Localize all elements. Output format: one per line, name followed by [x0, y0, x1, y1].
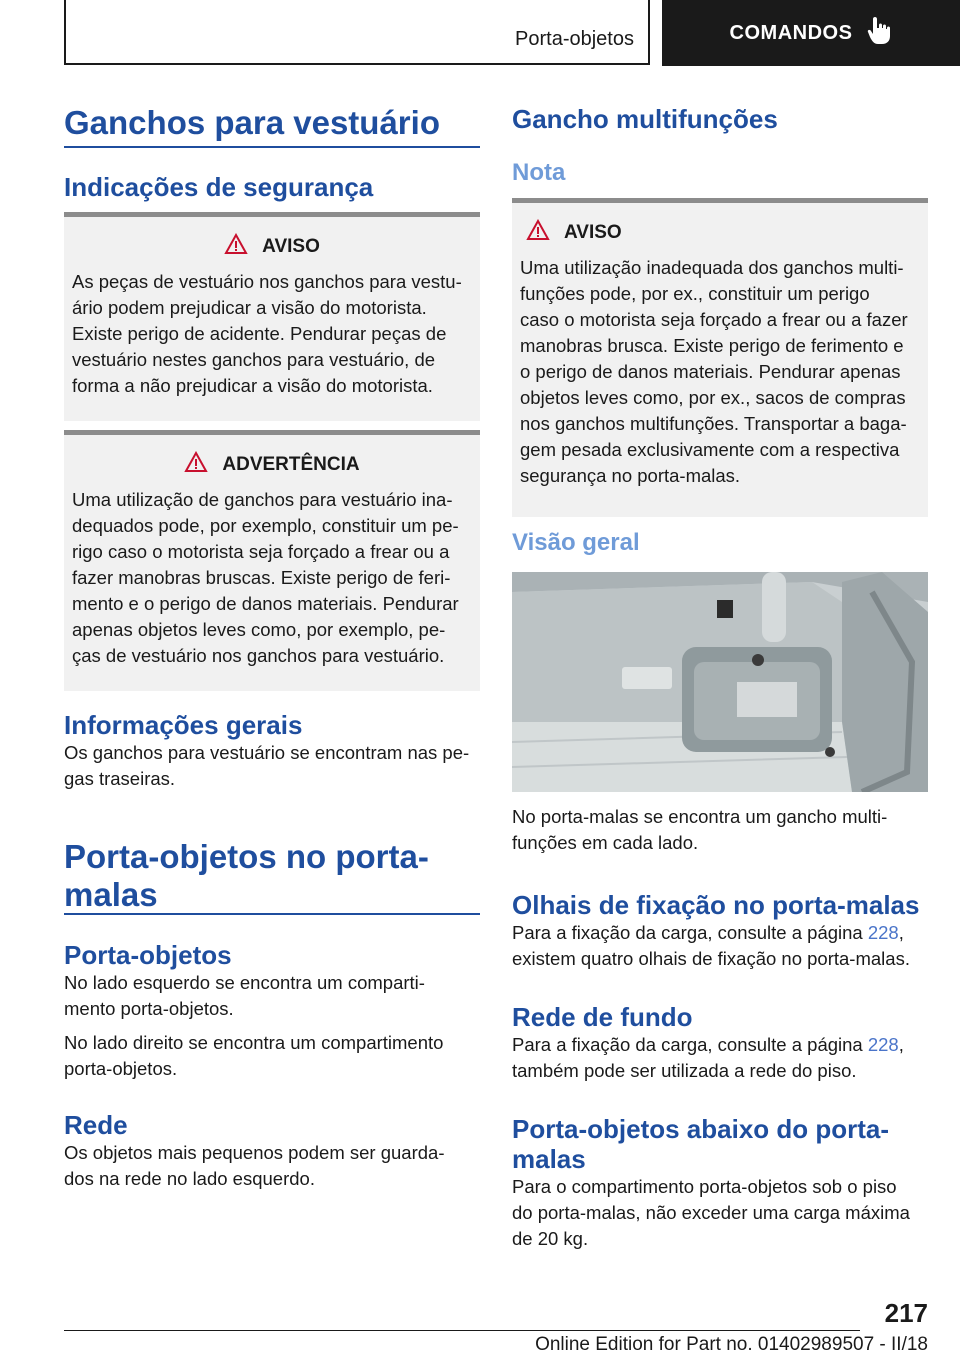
warning-line: apenas objetos leves como, por exemplo, pe- — [72, 619, 446, 640]
heading-olhais-fixacao: Olhais de fixação no porta-malas — [512, 890, 920, 920]
header-right-rule — [648, 0, 650, 64]
warning-line: funções pode, por ex., constituir um perigo — [520, 283, 870, 304]
page-number: 217 — [884, 1298, 928, 1328]
warning-line: o perigo de danos materiais. Pendurar apenas — [520, 361, 901, 382]
warning-line: manobras brusca. Existe perigo de ferimento e — [520, 335, 904, 356]
warning-line: forma a não prejudicar a visão do motorista. — [72, 375, 433, 396]
body-line: do porta-malas, não exceder uma carga máxima — [512, 1202, 910, 1223]
warning-box-aviso-multifuncoes — [512, 198, 928, 517]
warning-line: nos ganchos multifunções. Transportar a baga- — [520, 413, 907, 434]
warning-box-advertencia — [64, 430, 480, 691]
heading-nota: Nota — [512, 159, 566, 186]
body-line: funções em cada lado. — [512, 832, 699, 853]
heading-informacoes-gerais: Informações gerais — [64, 710, 303, 740]
heading-ganchos-vestuario: Ganchos para vestuário — [64, 104, 440, 141]
header-chapter-label: COMANDOS — [729, 21, 853, 44]
footer-edition: Online Edition for Part no. 01402989507 - II/18 — [535, 1334, 928, 1355]
heading-rule — [64, 913, 480, 915]
body-line: também pode ser utilizada a rede do piso. — [512, 1060, 857, 1081]
warning-line: dequados pode, por exemplo, constituir um pe- — [72, 515, 459, 536]
page-link-228[interactable]: 228 — [867, 922, 899, 943]
heading-indicacoes-seguranca: Indicações de segurança — [64, 172, 374, 202]
body-line: No lado direito se encontra um compartimento — [64, 1032, 444, 1053]
page-link-228[interactable]: 228 — [867, 1034, 899, 1055]
header-chapter-tab[interactable] — [662, 0, 960, 66]
heading-porta-objetos-abaixo: Porta-objetos abaixo do porta- malas — [512, 1114, 890, 1174]
warning-line: objetos leves como, por ex., sacos de compras — [520, 387, 906, 408]
body-line: porta-objetos. — [64, 1058, 178, 1079]
warning-line: ário podem prejudicar a visão do motorista. — [72, 297, 427, 318]
heading-rede: Rede — [64, 1110, 128, 1140]
warning-line: vestuário nestes ganchos para vestuário, de — [72, 349, 436, 370]
body-line: de 20 kg. — [512, 1228, 589, 1249]
body-line: gas traseiras. — [64, 768, 176, 789]
body-line: existem quatro olhais de fixação no porta-malas. — [512, 948, 910, 969]
warning-line: mento e o perigo de danos materiais. Pendurar — [72, 593, 459, 614]
heading-visao-geral: Visão geral — [512, 529, 640, 556]
header-section-title: Porta-objetos — [515, 28, 634, 50]
warning-box-aviso — [64, 212, 480, 421]
warning-triangle-icon — [224, 233, 248, 261]
heading-porta-objetos-porta-malas: Porta-objetos no porta- malas — [64, 838, 429, 913]
warning-title: AVISO — [564, 222, 622, 243]
warning-line: ças de vestuário nos ganchos para vestuário. — [72, 645, 445, 666]
body-line: mento porta-objetos. — [64, 998, 234, 1019]
body-line: Para a fixação da carga, consulte a página 228, — [512, 1034, 904, 1055]
warning-title: AVISO — [262, 236, 320, 257]
left-column — [64, 104, 480, 142]
body-line: Os ganchos para vestuário se encontram nas pe- — [64, 742, 470, 763]
trunk-photo — [512, 572, 928, 792]
warning-line: Uma utilização de ganchos para vestuário ina- — [72, 489, 453, 510]
body-line: Para o compartimento porta-objetos sob o piso — [512, 1176, 897, 1197]
warning-line: gem pesada exclusivamente com a respectiva — [520, 439, 900, 460]
heading-gancho-multifuncoes: Gancho multifunções — [512, 104, 778, 134]
body-line: dos na rede no lado esquerdo. — [64, 1168, 315, 1189]
warning-line: fazer manobras bruscas. Existe perigo de feri- — [72, 567, 451, 588]
hand-pointer-icon — [866, 15, 892, 51]
body-line: No porta-malas se encontra um gancho multi- — [512, 806, 888, 827]
warning-line: As peças de vestuário nos ganchos para vestu- — [72, 271, 462, 292]
warning-line: segurança no porta-malas. — [520, 465, 741, 486]
warning-triangle-icon — [184, 451, 208, 479]
warning-line: caso o motorista seja forçado a frear ou a fazer — [520, 309, 908, 330]
header-bottom-rule — [64, 63, 650, 65]
heading-rede-fundo: Rede de fundo — [512, 1002, 693, 1032]
warning-title: ADVERTÊNCIA — [222, 454, 360, 475]
footer-rule — [64, 1330, 860, 1331]
body-line: Para a fixação da carga, consulte a página 228, — [512, 922, 904, 943]
body-line: Os objetos mais pequenos podem ser guarda- — [64, 1142, 445, 1163]
warning-line: Uma utilização inadequada dos ganchos multi- — [520, 257, 904, 278]
heading-porta-objetos: Porta-objetos — [64, 940, 232, 970]
header-left-rule — [64, 0, 66, 64]
heading-rule — [64, 146, 480, 148]
body-line: No lado esquerdo se encontra um comparti- — [64, 972, 425, 993]
warning-line: Existe perigo de acidente. Pendurar peças de — [72, 323, 447, 344]
warning-triangle-icon — [526, 219, 550, 247]
warning-line: rigo caso o motorista seja forçado a frear ou a — [72, 541, 450, 562]
